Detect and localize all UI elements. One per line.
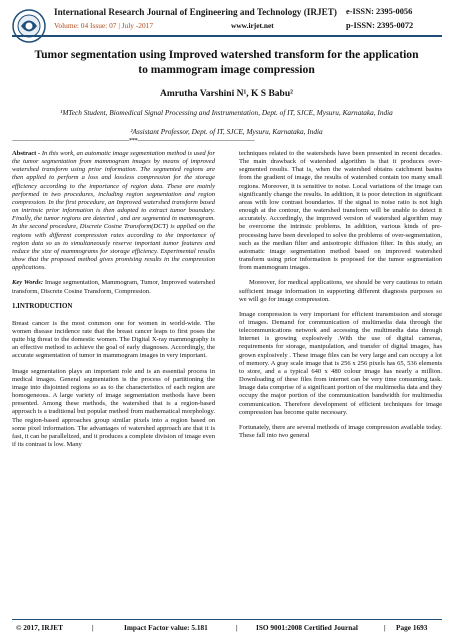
volume-issue: Volume: 04 Issue: 07 | July -2017 (54, 21, 154, 30)
footer-impact-factor: Impact Factor value: 5.181 (124, 623, 208, 632)
keywords (12, 279, 215, 295)
footer-iso: ISO 9001:2008 Certified Journal (256, 623, 358, 632)
irjet-logo-icon (12, 9, 46, 43)
footer-divider-2: | (236, 623, 238, 632)
separator-dashes-right: --------------------------------------------------------------------- (137, 138, 255, 144)
body-paragraph-1: techniques related to the watersheds have been presented in recent decades. The main drawback of watershed algorithm is that it produces over-segmented results. That is, when the watershed obtains catchment basins from the gradient of image, the results of watershed contain too many small regions. Moreover, it is sensitive to noise. Local variations of the image can significantly change the results. In addition, it is poor detection in significant areas with low contrast boundaries. If the signal to noise ratio is not high enough at the contour, the watershed transform will be unable to detect it accurately. Accordingly, the improved version of watershed algorithm may be overcome the intrinsic problems. In addition, various kinds of pre-processing have been developed to solve the problems of over-segmentation, such as the median filter and anisotropic diffusion filter. In this study, an automatic image segmentation method based on improved watershed transform using prior information is proposed for the tumor segmentation from mammogram images. (239, 150, 442, 272)
keywords-label: Key Words: (12, 279, 44, 287)
footer-divider-1: | (92, 623, 94, 632)
intro-paragraph-2: Image segmentation plays an important role and is an essential process in medical images. General segmentation is the process of partitioning the image into disjointed regions so as to the characteristics of each region are homogeneous. A large variety of image segmentation methods have been presented. Among these methods, the watershed that is a region-based approach is a traditional but popular method from mathematical morphology. The region-based approaches group similar pixels into a region based on some pixel information. The advantages of watershed approach are that it is fast, it can be parallelized, and it produces a complete division of image even if its contrast is low. Many (12, 367, 215, 448)
abstract-text: In this work, an automatic image segmentation method is used for the tumor segmentation from mammogram images by means of improved watershed transform using prior information. The segmented regions are then applied to perform a loss and lossless compression for the storage efficiency according to the importance of region data. These are mainly performed in two procedures, including region segmentation and region compression. In the first procedure, an Improved watershed transform based on intrinsic prior information is then adopted to extract tumor boundary. Finally, the tumor regions are detected , and are segmented in mammogram. In the second procedure, Discrete Cosine Transform(DCT) is applied on the regions with different compression rates according to the importance of region data so as to simultaneously reserve important tumor features and reduce the size of mammograms for storage efficiency. Experimental results show that the proposed method gives promising results in the compression applications. (12, 150, 215, 272)
abstract-label: Abstract - (12, 150, 42, 157)
body-paragraph-4: Fortunately, there are several methods of image compression available today. These fall into two general (239, 423, 442, 439)
journal-name: International Research Journal of Engineering and Technology (IRJET) (54, 7, 337, 17)
paper-title: Tumor segmentation using Improved watershed transform for the application to mammogram image compression (34, 48, 419, 76)
separator-dashes-left: --------------------------------------------------------------------- (12, 138, 130, 144)
footer-rule (12, 619, 442, 620)
pissn: p-ISSN: 2395-0072 (346, 21, 414, 30)
affiliation-2: ²Assistant Professor, Dept. of IT, SJCE, Mysuru, Karnataka, India (130, 127, 323, 136)
left-column (12, 150, 215, 456)
footer-divider-3: | (384, 623, 386, 632)
intro-paragraph-1: Breast cancer is the most common one for women in world-wide. The women disease incidence rate that the breast cancer leaps to first poses the quite big threat to the domestic women. The Digital X-ray mammography is an effective method to achieve the goal of early diagnoses. Accordingly, the accurate segmentation of tumor in mammogram images in very important. (12, 319, 215, 360)
intro-heading: 1.INTRODUCTION (12, 302, 73, 310)
footer-page-number: Page 1693 (396, 623, 428, 632)
affiliation-1: ¹MTech Student, Biomedical Signal Processing and Instrumentation, Dept. of IT, SJCE, Mysuru, Karnataka, India (60, 108, 393, 117)
body-paragraph-2: Moreover, for medical applications, we should be very cautious to retain sufficient image information in supporting different diagnosis purposes so we will go for image compression. (239, 279, 442, 303)
footer-copyright: © 2017, IRJET (16, 623, 64, 632)
keywords-text: Image segmentation, Mammogram, Tumor, Improved watershed transform, Discrete Cosine Transform, Compression. (12, 279, 215, 295)
section-separator (12, 138, 442, 144)
header-rule (12, 35, 442, 37)
paper-authors: Amrutha Varshini N¹, K S Babu² (160, 89, 293, 99)
body-paragraph-3: Image compression is very important for efficient transmission and storage of images. Demand for communication of multimedia data through the telecommunications network and accessing the multimedia data through Internet is growing explosively .With the use of digital cameras, requirements for storage, manipulation, and transfer of digital images, has grown explosively . These image files can be very large and can occupy a lot of memory. A gray scale image that is 256 x 256 pixels has 65, 536 elements to store, and a a typical 640 x 480 colour image has nearly a million. Downloading of these files from internet can be very time consuming task. Image data comprise of a significant portion of the multimedia data and they occupy the major portion of the communication bandwidth for multimedia communication. Therefore development of efficient techniques for image compression has become quite necessary. (239, 310, 442, 416)
right-column (239, 150, 442, 447)
separator-stars: *** (129, 138, 138, 144)
eissn: e-ISSN: 2395-0056 (346, 7, 413, 16)
journal-website[interactable]: www.irjet.net (231, 21, 274, 30)
abstract (12, 150, 215, 272)
